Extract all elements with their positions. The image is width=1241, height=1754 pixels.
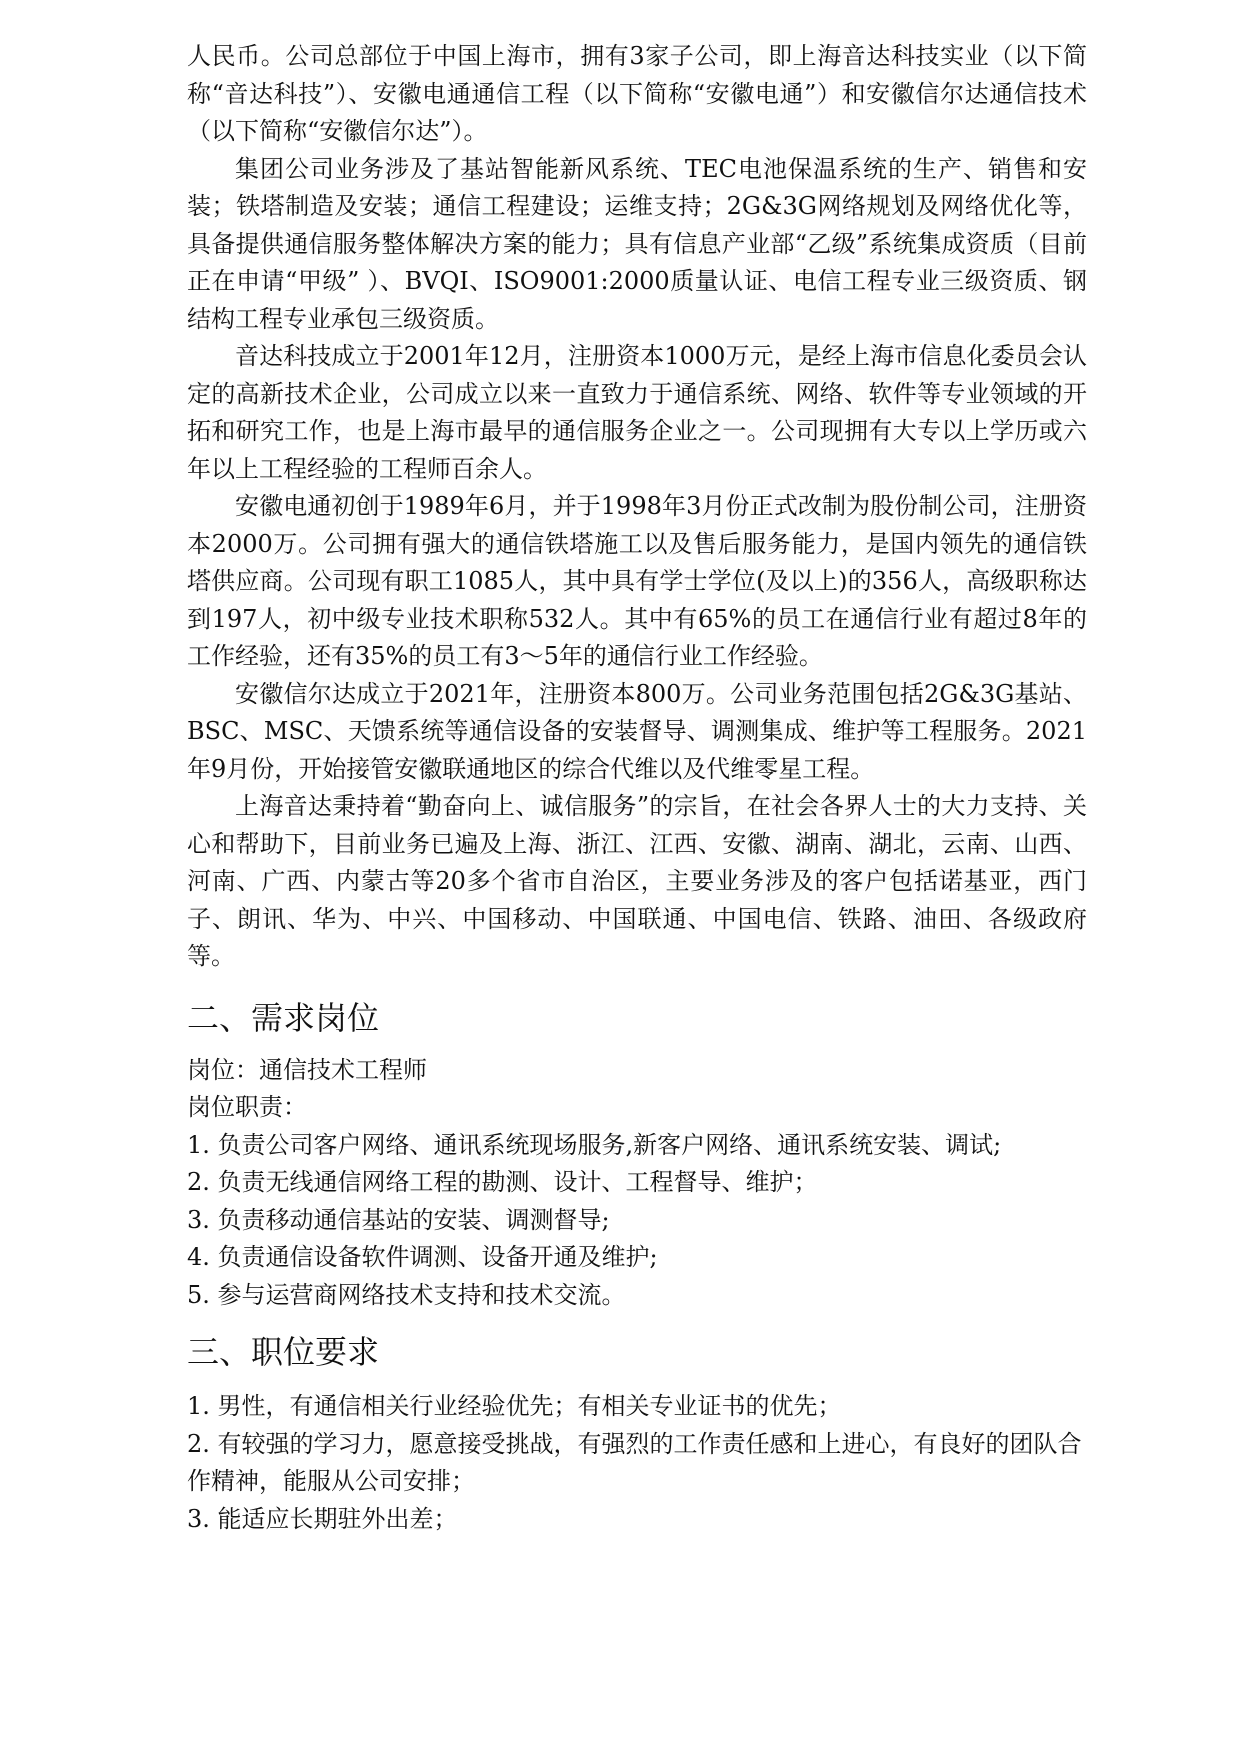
- duty-item: 1. 负责公司客户网络、通讯系统现场服务,新客户网络、通讯系统安装、调试;: [187, 1130, 1002, 1159]
- requirements-list: [187, 1388, 1087, 1538]
- duties-list: [187, 1127, 1087, 1315]
- duty-item: 3. 负责移动通信基站的安装、调测督导;: [187, 1205, 610, 1234]
- requirement-item: 3. 能适应长期驻外出差；: [187, 1504, 458, 1533]
- requirement-item: 1. 男性，有通信相关行业经验优先；有相关专业证书的优先；: [187, 1392, 842, 1420]
- mission-paragraph: 上海音达秉持着“勤奋向上、诚信服务”的宗旨，在社会各界人士的大力支持、关心和帮助下，目前业务已遍及上海、浙江、江西、安徽、湖南、湖北，云南、山西、河南、广西、内蒙古等20多个省市自治区，主要业务涉及的客户包括诺基亚，西门子、朗讯、华为、中兴、中国移动、中国联通、中国电信、铁路、油田、各级政府等。: [187, 792, 1087, 970]
- duty-item: 4. 负责通信设备软件调测、设备开通及维护;: [187, 1243, 658, 1271]
- position-title: 岗位：通信技术工程师: [187, 1055, 427, 1084]
- duty-item: 5. 参与运营商网络技术支持和技术交流。: [187, 1280, 626, 1309]
- yinda-tech-paragraph: 音达科技成立于2001年12月，注册资本1000万元，是经上海市信息化委员会认定的高新技术企业，公司成立以来一直致力于通信系统、网络、软件等专业领域的开拓和研究工作，也是上海市最早的通信服务企业之一。公司现拥有大专以上学历或六年以上工程经验的工程师百余人。: [187, 342, 1087, 483]
- anhui-diantong-paragraph: 安徽电通初创于1989年6月，并于1998年3月份正式改制为股份制公司，注册资本2000万。公司拥有强大的通信铁塔施工以及售后服务能力，是国内领先的通信铁塔供应商。公司现有职工1085人，其中具有学士学位(及以上)的356人，高级职称达到197人，初中级专业技术职称532人。其中有65%的员工在通信行业有超过8年的工作经验，还有35%的员工有3～5年的通信行业工作经验。: [187, 492, 1087, 670]
- intro-paragraph: 人民币。公司总部位于中国上海市，拥有3家子公司，即上海音达科技实业（以下简称“音达科技”）、安徽电通通信工程（以下简称“安徽电通”）和安徽信尔达通信技术（以下简称“安徽信尔达”）。: [187, 42, 1087, 145]
- document-page: [187, 38, 1087, 1538]
- anhui-xinerda-paragraph: 安徽信尔达成立于2021年，注册资本800万。公司业务范围包括2G&3G基站、BSC、MSC、天馈系统等通信设备的安装督导、调测集成、维护等工程服务。2021年9月份，开始接管安徽联通地区的综合代维以及代维零星工程。: [187, 679, 1087, 783]
- requirement-item: 2. 有较强的学习力，愿意接受挑战，有强烈的工作责任感和上进心，有良好的团队合作精神，能服从公司安排；: [187, 1429, 1082, 1495]
- business-scope-paragraph: 集团公司业务涉及了基站智能新风系统、TEC电池保温系统的生产、销售和安装；铁塔制造及安装；通信工程建设；运维支持；2G&3G网络规划及网络优化等，具备提供通信服务整体解决方案的能力；具有信息产业部“乙级”系统集成资质（目前正在申请“甲级” ）、BVQI、ISO9001:2000质量认证、电信工程专业三级资质、钢结构工程专业承包三级资质。: [187, 154, 1087, 333]
- section-heading-positions: 二、需求岗位: [187, 998, 380, 1037]
- duties-label: 岗位职责：: [187, 1093, 307, 1121]
- duty-item: 2. 负责无线通信网络工程的勘测、设计、工程督导、维护；: [187, 1168, 818, 1196]
- section-heading-requirements: 三、职位要求: [187, 1333, 380, 1371]
